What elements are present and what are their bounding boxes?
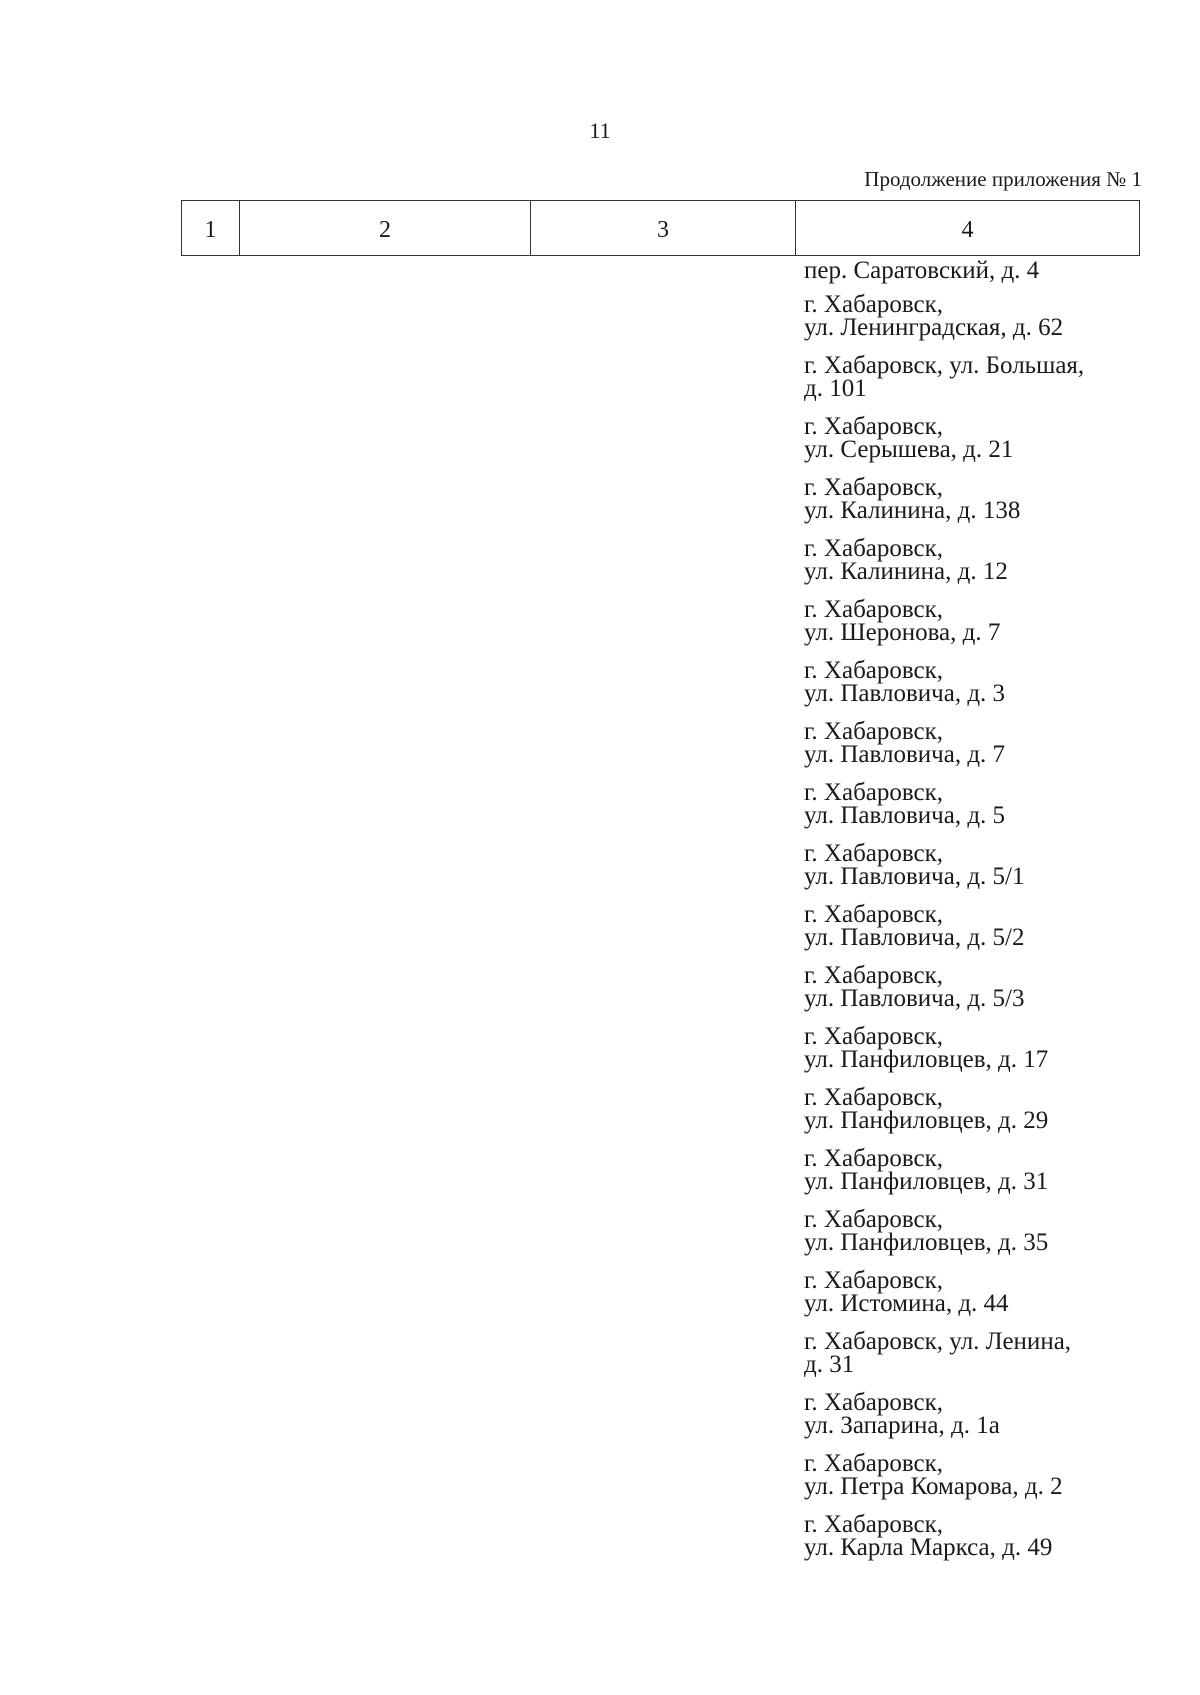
- address-entry: [804, 842, 1144, 903]
- address-entry: [804, 1391, 1144, 1452]
- column-header-table: [181, 200, 1140, 256]
- address-line: ул. Карла Маркса, д. 49: [804, 1534, 1053, 1561]
- column-number-3: 3: [531, 201, 796, 256]
- address-line: г. Хабаровск,: [804, 1147, 944, 1172]
- address-line: ул. Калинина, д. 12: [804, 558, 1008, 585]
- address-entry: [804, 537, 1144, 598]
- address-entry: [804, 1208, 1144, 1269]
- address-line: ул. Ленинградская, д. 62: [804, 314, 1064, 341]
- address-entry: [804, 964, 1144, 1025]
- address-entry: [804, 354, 1144, 415]
- address-line: ул. Панфиловцев, д. 29: [804, 1107, 1049, 1134]
- address-entry: [804, 659, 1144, 720]
- address-line: ул. Павловича, д. 7: [804, 741, 1006, 768]
- address-line: ул. Панфиловцев, д. 35: [804, 1229, 1049, 1256]
- address-line: г. Хабаровск,: [804, 537, 944, 562]
- address-entry: [804, 476, 1144, 537]
- continuation-label: Продолжение приложения № 1: [864, 167, 1142, 191]
- column-number-4: 4: [796, 201, 1140, 256]
- address-line: г. Хабаровск,: [804, 903, 944, 928]
- address-line: г. Хабаровск,: [804, 659, 944, 684]
- column-number-2: 2: [240, 201, 531, 256]
- column-number-1: 1: [182, 201, 240, 256]
- address-list: [804, 259, 1144, 1574]
- address-line: ул. Павловича, д. 5/1: [804, 863, 1025, 890]
- address-entry: [804, 720, 1144, 781]
- address-line: ул. Павловича, д. 5/2: [804, 924, 1025, 951]
- address-line: ул. Павловича, д. 5: [804, 802, 1006, 829]
- address-line: г. Хабаровск, ул. Большая,: [804, 354, 1085, 379]
- address-entry: [804, 781, 1144, 842]
- address-line: ул. Шеронова, д. 7: [804, 619, 1001, 646]
- address-entry: [804, 415, 1144, 476]
- address-line: г. Хабаровск,: [804, 293, 944, 318]
- address-line: ул. Запарина, д. 1а: [804, 1412, 1000, 1439]
- address-line: ул. Калинина, д. 138: [804, 497, 1021, 524]
- address-line: г. Хабаровск,: [804, 1513, 944, 1538]
- address-line: г. Хабаровск,: [804, 1025, 944, 1050]
- address-entry: [804, 903, 1144, 964]
- address-line: г. Хабаровск,: [804, 720, 944, 745]
- address-line: ул. Панфиловцев, д. 31: [804, 1168, 1049, 1195]
- address-line: г. Хабаровск,: [804, 1391, 944, 1416]
- address-entry: [804, 598, 1144, 659]
- address-line: ул. Павловича, д. 3: [804, 680, 1006, 707]
- page-number: 11: [589, 118, 611, 143]
- address-entry: [804, 259, 1144, 293]
- address-entry: [804, 1025, 1144, 1086]
- address-line: г. Хабаровск,: [804, 1269, 944, 1294]
- address-entry: [804, 1452, 1144, 1513]
- column-header-row: [182, 201, 1140, 256]
- address-line: г. Хабаровск, ул. Ленина,: [804, 1330, 1072, 1355]
- address-line: г. Хабаровск,: [804, 964, 944, 989]
- address-line: г. Хабаровск,: [804, 1208, 944, 1233]
- address-entry: [804, 1330, 1144, 1391]
- address-line: г. Хабаровск,: [804, 476, 944, 501]
- address-line: г. Хабаровск,: [804, 598, 944, 623]
- address-line: г. Хабаровск,: [804, 781, 944, 806]
- address-line: г. Хабаровск,: [804, 415, 944, 440]
- address-line: г. Хабаровск,: [804, 842, 944, 867]
- address-entry: [804, 1147, 1144, 1208]
- address-entry: [804, 1086, 1144, 1147]
- address-line: ул. Истомина, д. 44: [804, 1290, 1009, 1317]
- address-line: д. 101: [804, 375, 867, 402]
- address-entry: [804, 1513, 1144, 1574]
- address-line: г. Хабаровск,: [804, 1452, 944, 1477]
- address-line: г. Хабаровск,: [804, 1086, 944, 1111]
- address-line: ул. Серышева, д. 21: [804, 436, 1014, 463]
- address-entry: [804, 293, 1144, 354]
- address-line: ул. Панфиловцев, д. 17: [804, 1046, 1049, 1073]
- address-line: д. 31: [804, 1351, 855, 1378]
- address-entry: [804, 1269, 1144, 1330]
- address-line: ул. Павловича, д. 5/3: [804, 985, 1025, 1012]
- address-line: ул. Петра Комарова, д. 2: [804, 1473, 1063, 1500]
- address-line: пер. Саратовский, д. 4: [804, 259, 1040, 284]
